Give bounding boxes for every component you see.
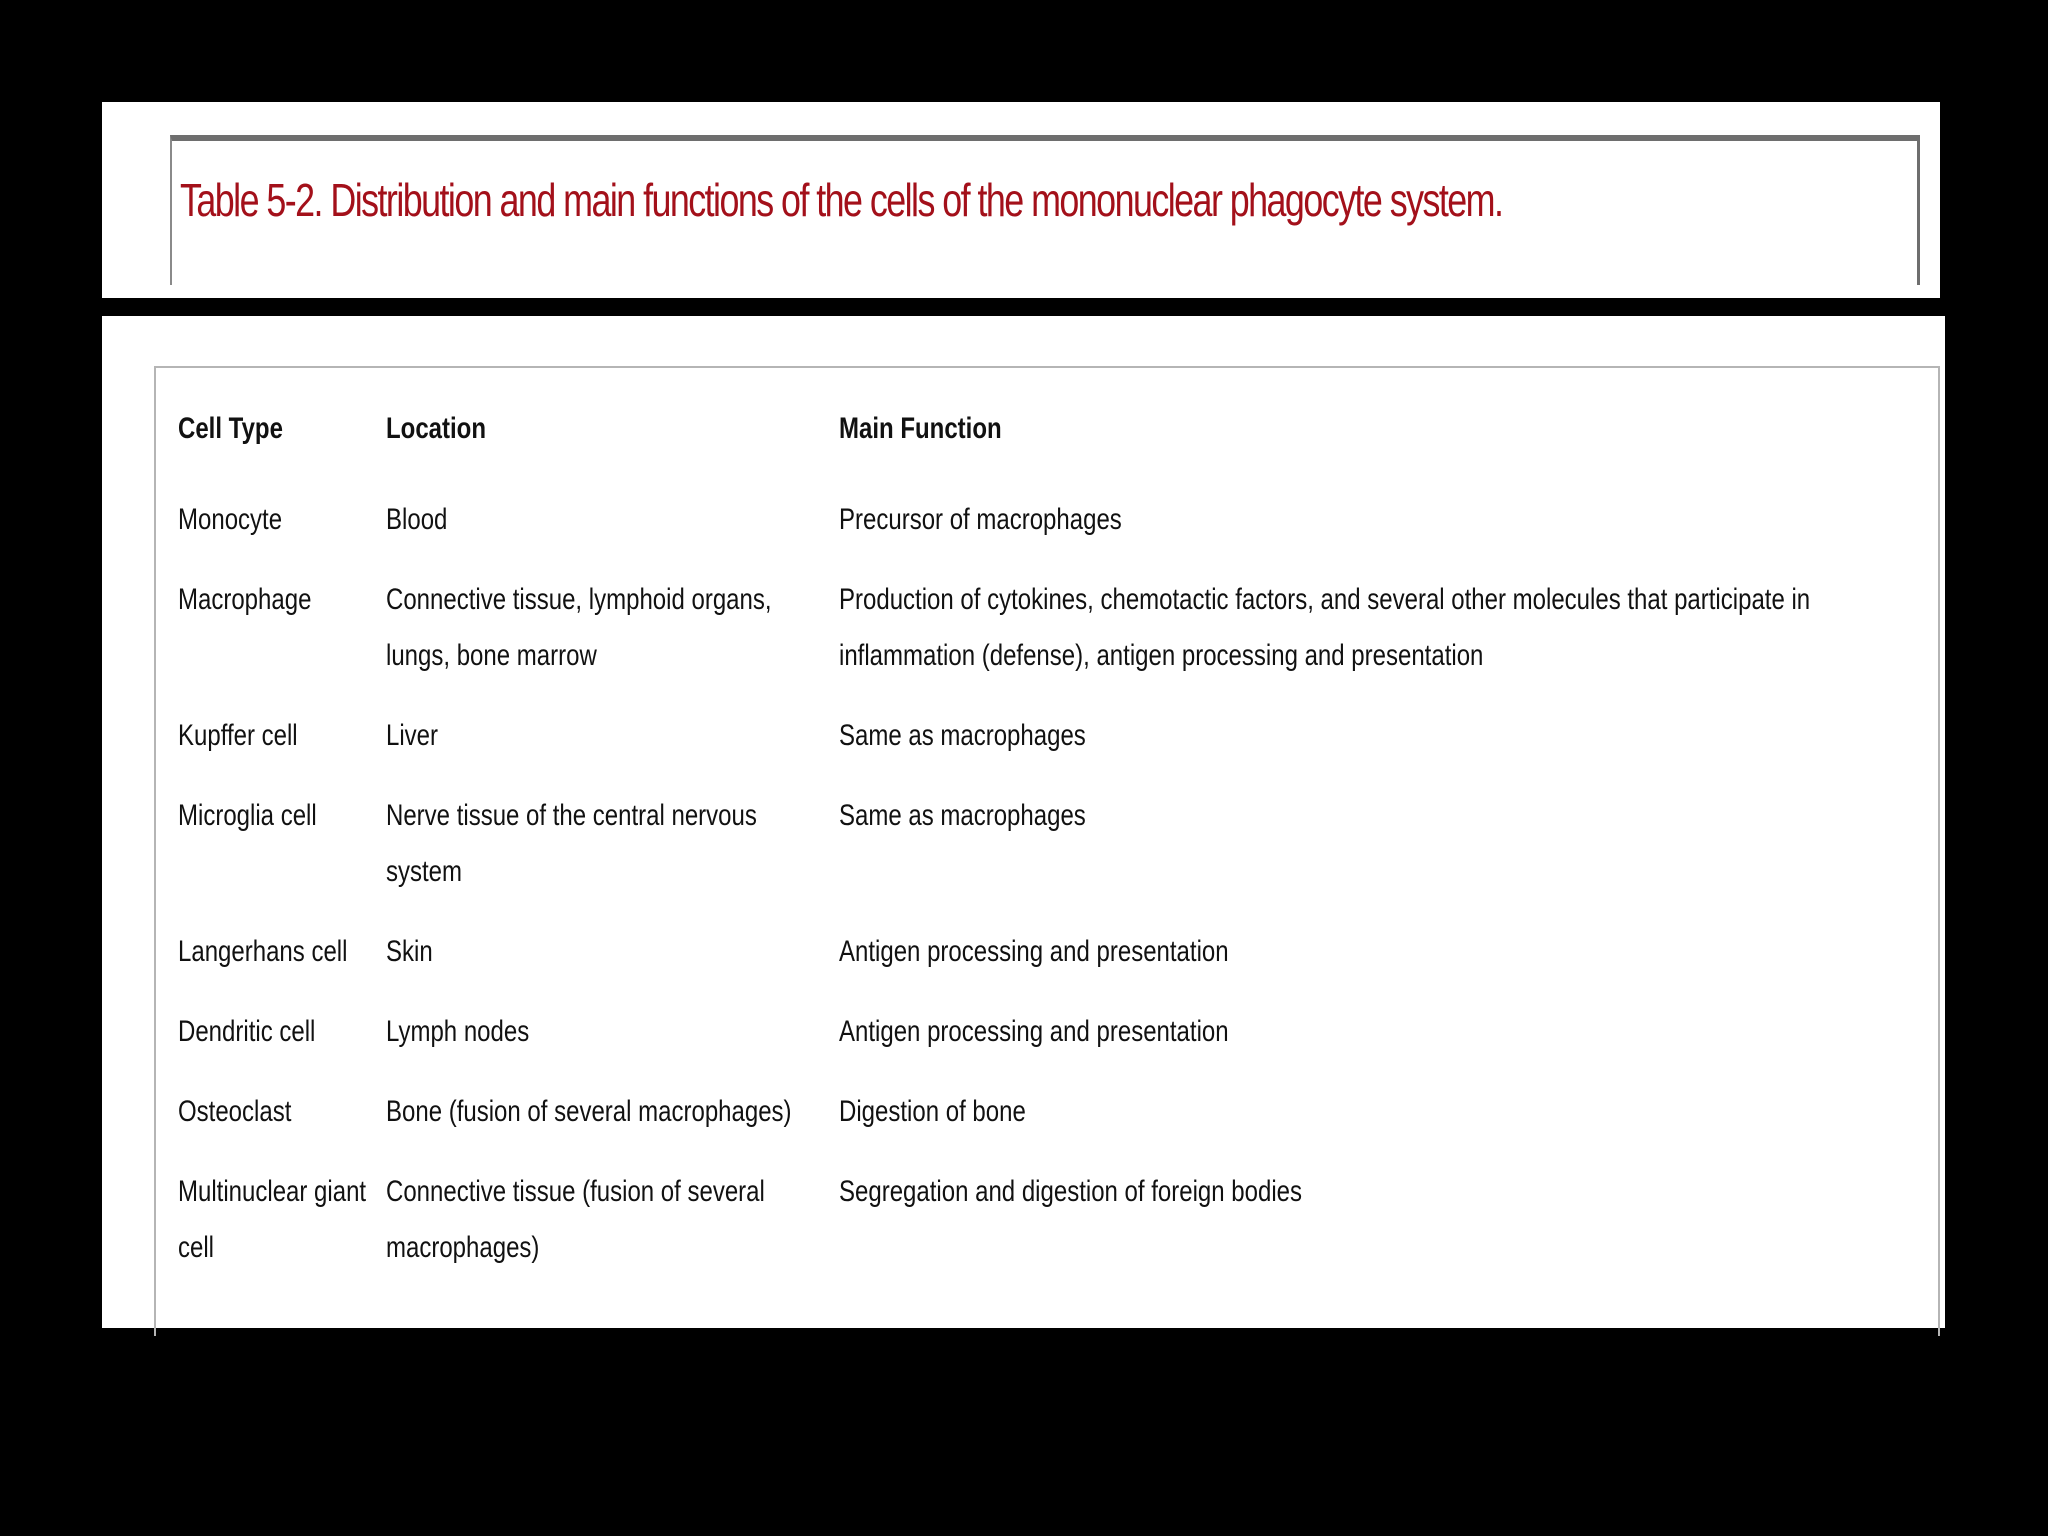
cell-type: Osteoclast	[178, 1095, 292, 1128]
table-row	[178, 572, 1879, 708]
cell-location: Skin	[386, 935, 433, 968]
cell-type: Multinuclear giant cell	[178, 1175, 367, 1264]
cell-type: Monocyte	[178, 503, 283, 536]
cell-location: Lymph nodes	[386, 1015, 530, 1048]
table-row	[178, 492, 1879, 572]
cell-type: Dendritic cell	[178, 1015, 316, 1048]
cell-location: Bone (fusion of several macrophages)	[386, 1095, 792, 1128]
header-row	[178, 412, 1879, 492]
cell-location: Nerve tissue of the central nervous system	[386, 799, 757, 888]
table-row	[178, 788, 1879, 924]
header-cell-type: Cell Type	[178, 412, 283, 445]
cell-function: Antigen processing and presentation	[839, 935, 1229, 968]
table-title: Table 5-2. Distribution and main functions of the cells of the mononuclear phagocyte system.	[180, 174, 1503, 226]
header-location: Location	[386, 412, 486, 445]
cell-function: Precursor of macrophages	[839, 503, 1122, 536]
title-panel	[102, 102, 1940, 298]
cell-location: Connective tissue, lymphoid organs, lungs, bone marrow	[386, 583, 772, 672]
table-frame	[154, 366, 1940, 1336]
cell-type: Macrophage	[178, 583, 312, 616]
cell-function: Digestion of bone	[839, 1095, 1026, 1128]
cell-type: Microglia cell	[178, 799, 317, 832]
mononuclear-phagocyte-table	[178, 412, 1879, 1300]
cell-type: Langerhans cell	[178, 935, 348, 968]
cell-function: Antigen processing and presentation	[839, 1015, 1229, 1048]
cell-function: Production of cytokines, chemotactic factors, and several other molecules that participate in inflammation (defense), antigen processing and presentation	[839, 583, 1811, 672]
cell-type: Kupffer cell	[178, 719, 298, 752]
table-row	[178, 1004, 1879, 1084]
title-box	[170, 135, 1920, 285]
cell-location: Liver	[386, 719, 439, 752]
table-panel	[102, 316, 1945, 1328]
cell-function: Same as macrophages	[839, 799, 1086, 832]
cell-location: Blood	[386, 503, 448, 536]
table-row	[178, 924, 1879, 1004]
table-row	[178, 1084, 1879, 1164]
cell-function: Segregation and digestion of foreign bodies	[839, 1175, 1303, 1208]
cell-location: Connective tissue (fusion of several macrophages)	[386, 1175, 765, 1264]
header-main-function: Main Function	[839, 412, 1002, 445]
cell-function: Same as macrophages	[839, 719, 1086, 752]
table-row	[178, 708, 1879, 788]
table-row	[178, 1164, 1879, 1300]
